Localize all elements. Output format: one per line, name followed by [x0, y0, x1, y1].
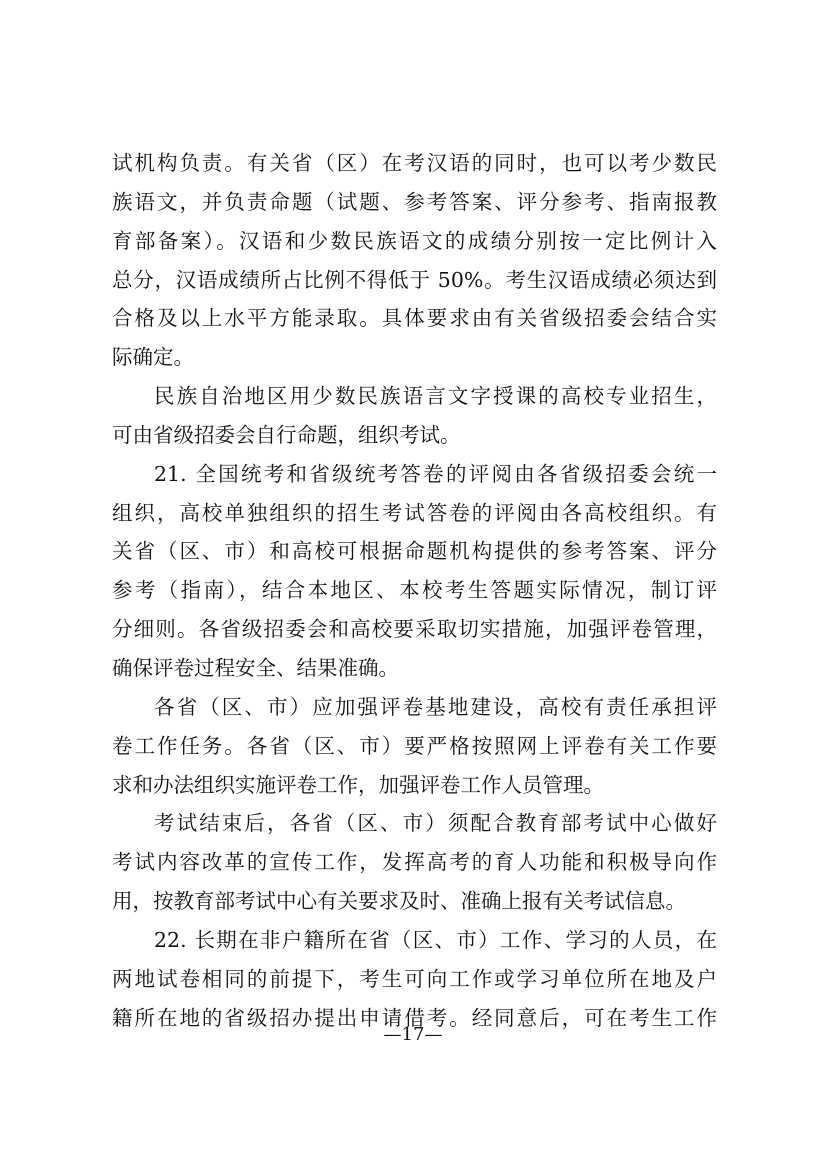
text-line: 各省（区、市）应加强评卷基地建设，高校有责任承担评	[154, 694, 717, 719]
text-line: 总分，汉语成绩所占比例不得低于 50%。考生汉语成绩必须达到	[112, 267, 717, 292]
text-line: 考试内容改革的宣传工作，发挥高考的育人功能和积极导向作	[112, 850, 717, 875]
text-line: 分细则。各省级招委会和高校要采取切实措施，加强评卷管理，	[112, 617, 717, 642]
text-line: 用，按教育部考试中心有关要求及时、准确上报有关考试信息。	[112, 889, 686, 914]
text-line: 际确定。	[112, 345, 194, 370]
text-line: 组织，高校单独组织的招生考试答卷的评阅由各高校组织。有	[112, 500, 717, 525]
text-line: 育部备案）。汉语和少数民族语文的成绩分别按一定比例计入	[112, 228, 717, 253]
text-line: 考试结束后，各省（区、市）须配合教育部考试中心做好	[154, 811, 717, 836]
text-line: 民族自治地区用少数民族语言文字授课的高校专业招生，	[154, 384, 717, 409]
text-line: 关省（区、市）和高校可根据命题机构提供的参考答案、评分	[112, 539, 717, 564]
text-line: 试机构负责。有关省（区）在考汉语的同时，也可以考少数民	[112, 151, 717, 175]
text-line: 求和办法组织实施评卷工作，加强评卷工作人员管理。	[112, 772, 604, 797]
text-line: 合格及以上水平方能录取。具体要求由有关省级招委会结合实	[112, 306, 717, 331]
page-number: —17—	[383, 1024, 443, 1045]
text-line: 两地试卷相同的前提下，考生可向工作或学习单位所在地及户	[112, 966, 717, 991]
text-line: 确保评卷过程安全、结果准确。	[112, 655, 399, 680]
text-line: 卷工作任务。各省（区、市）要严格按照网上评卷有关工作要	[112, 733, 717, 758]
text-line: 籍所在地的省级招办提出申请借考。经同意后，可在考生工作	[112, 1005, 717, 1030]
document-body	[112, 144, 717, 1037]
text-line: 22. 长期在非户籍所在省（区、市）工作、学习的人员，在	[154, 927, 717, 952]
text-line: 21. 全国统考和省级统考答卷的评阅由各省级招委会统一	[154, 461, 717, 486]
text-line: 参考（指南），结合本地区、本校考生答题实际情况，制订评	[112, 578, 717, 603]
text-line: 可由省级招委会自行命题，组织考试。	[112, 422, 461, 447]
text-line: 族语文，并负责命题（试题、参考答案、评分参考、指南报教	[112, 189, 717, 214]
